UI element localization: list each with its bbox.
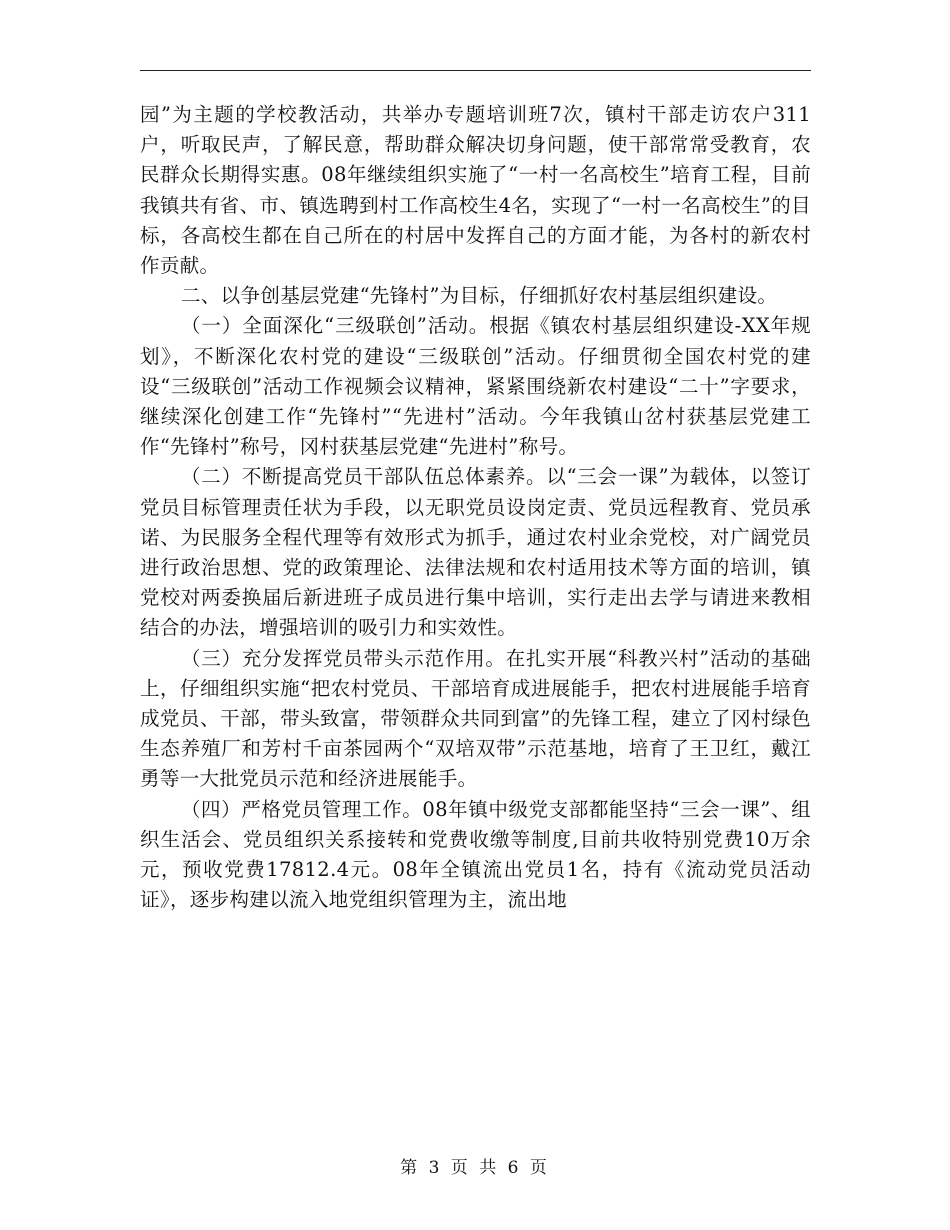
page-number-footer: 第 3 页 共 6 页	[400, 1158, 550, 1178]
paragraph-item-two: （二）不断提高党员干部队伍总体素养。以“三会一课”为载体，以签订党员目标管理责任状为手段，以无职党员设岗定责、党员远程教育、党员承诺、为民服务全程代理等有效形式为抓手，通过农村业余党校，对广阔党员进行政治思想、党的政策理论、法律法规和农村适用技术等方面的培训，镇党校对两委换届后新进班子成员进行集中培训，实行走出去学与请进来教相结合的办法，增强培训的吸引力和实效性。	[140, 465, 811, 640]
header-rule	[140, 70, 811, 71]
paragraph-item-three: （三）充分发挥党员带头示范作用。在扎实开展“科教兴村”活动的基础上，仔细组织实施“把农村党员、干部培育成进展能手，把农村进展能手培育成党员、干部，带头致富，带领群众共同到富”的先锋工程，建立了冈村绿色生态养殖厂和芳村千亩茶园两个“双培双带”示范基地，培育了王卫红，戴江勇等一大批党员示范和经济进展能手。	[140, 646, 811, 791]
document-body	[140, 100, 811, 915]
paragraph-continuation: 园”为主题的学校教活动，共举办专题培训班7次，镇村干部走访农户311户，听取民声，了解民意，帮助群众解决切身问题，使干部常常受教育，农民群众长期得实惠。08年继续组织实施了“一村一名高校生”培育工程，目前我镇共有省、市、镇选聘到村工作高校生4名，实现了“一村一名高校生”的目标，各高校生都在自己所在的村居中发挥自己的方面才能，为各村的新农村作贡献。	[140, 103, 811, 278]
paragraph-item-four: （四）严格党员管理工作。08年镇中级党支部都能坚持“三会一课”、组织生活会、党员组织关系接转和党费收缴等制度,目前共收特别党费10万余元，预收党费17812.4元。08年全镇流出党员1名，持有《流动党员活动证》，逐步构建以流入地党组织管理为主，流出地	[140, 797, 811, 912]
paragraph-section-two-heading: 二、以争创基层党建“先锋村”为目标，仔细抓好农村基层组织建设。	[180, 284, 778, 308]
paragraph-item-one: （一）全面深化“三级联创”活动。根据《镇农村基层组织建设-XX年规划》，不断深化农村党的建设“三级联创”活动。仔细贯彻全国农村党的建设“三级联创”活动工作视频会议精神，紧紧围绕新农村建设“二十”字要求，继续深化创建工作“先锋村”“先进村”活动。今年我镇山岔村获基层党建工作“先锋村”称号，冈村获基层党建“先进村”称号。	[140, 314, 811, 459]
